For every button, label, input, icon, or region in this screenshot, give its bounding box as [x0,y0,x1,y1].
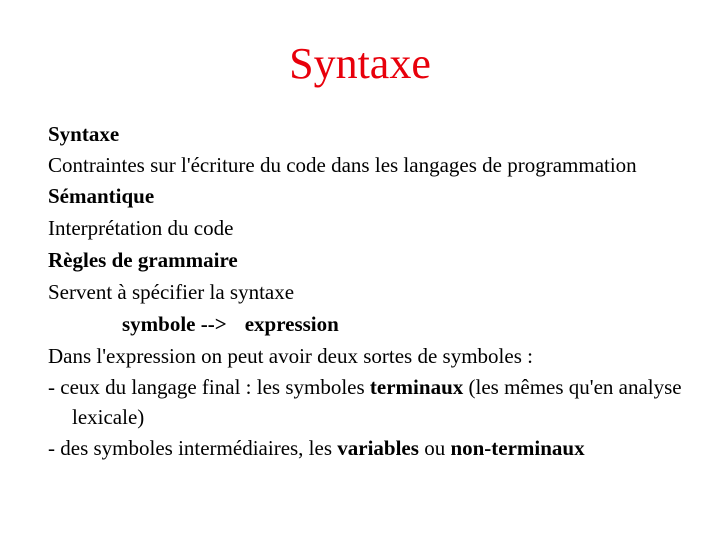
semantique-definition: Interprétation du code [48,216,234,240]
item1-bold: terminaux [369,375,464,399]
item2-bold-nonterminaux: non-terminaux [450,436,585,460]
item2-mid: ou [418,436,451,460]
item-variables [48,432,708,464]
item1-prefix: - ceux du langage final : les symboles [48,375,370,399]
grammar-rule [48,308,708,340]
item2-bold-variables: variables [337,436,419,460]
syntaxe-definition: Contraintes sur l'écriture du code dans les langages de programmation [48,153,637,177]
slide-title: Syntaxe [289,39,431,88]
item-terminaux [48,372,708,432]
item2-prefix: - des symboles intermédiaires, les [48,436,338,460]
rule-lhs: symbole --> [122,312,227,336]
semantique-heading: Sémantique [48,184,155,208]
syntaxe-heading: Syntaxe [48,122,120,146]
expression-intro: Dans l'expression on peut avoir deux sortes de symboles : [48,344,533,368]
regles-definition: Servent à spécifier la syntaxe [48,280,295,304]
rule-rhs: expression [244,312,339,336]
regles-heading: Règles de grammaire [48,248,238,272]
slide-body [48,118,708,464]
item1-suffix: (les mêmes qu'en analyse lexicale) [72,375,682,429]
